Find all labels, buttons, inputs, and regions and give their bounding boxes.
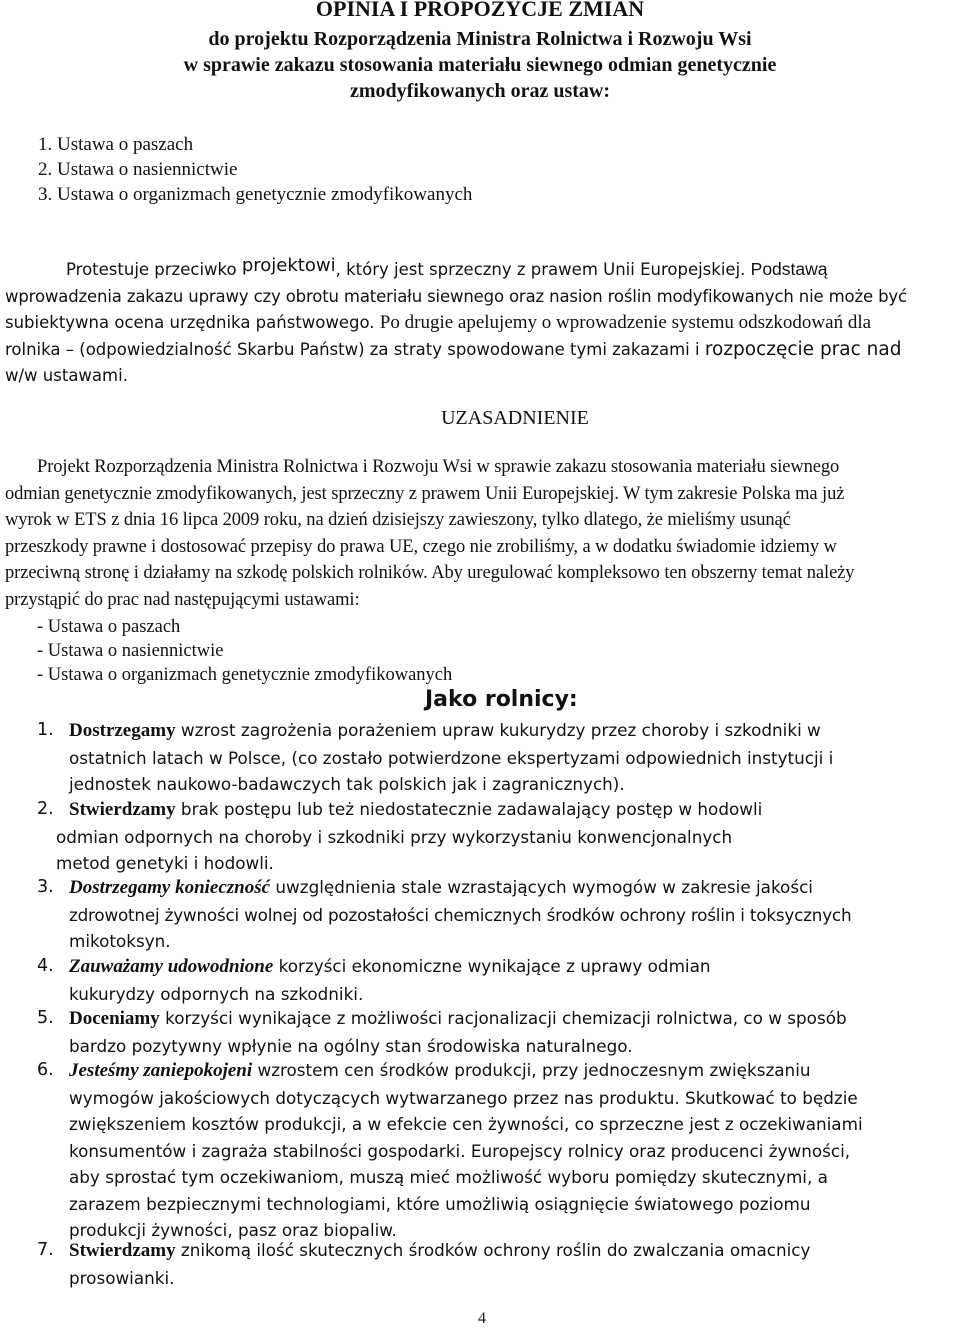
item-text: jednostek naukowo-badawczych tak polskich jak i zagranicznych). — [69, 774, 625, 794]
subtitle-line-1: do projektu Rozporządzenia Ministra Rolnictwa i Rozwoju Wsi — [208, 28, 752, 50]
protest-text: subiektywna ocena urzędnika państwowego. — [5, 313, 380, 332]
item-text: metod genetyki i hodowli. — [56, 853, 274, 873]
item-text: prosowianki. — [69, 1267, 175, 1288]
item-lead: Doceniamy — [69, 1008, 160, 1029]
uzasadnienie-text: wyrok w ETS z dnia 16 lipca 2009 roku, na dzień dzisiejszy zawieszony, tylko dlatego, że mieliśmy usunąć — [5, 510, 791, 530]
uzasadnienie-text: odmian genetycznie zmodyfikowanych, jest sprzeczny z prawem Unii Europejskiej. — [5, 483, 623, 504]
item-number: 4. — [37, 956, 54, 976]
uzasadnienie-text: Aby uregulować kompleksowo ten obszerny temat należy — [431, 563, 855, 583]
subtitle-line-3: zmodyfikowanych oraz ustaw: — [350, 80, 610, 102]
item-number: 3. — [37, 877, 54, 897]
uzasadnienie-text: przeciwną stronę i działamy na szkodę polskich rolników. — [5, 563, 432, 583]
protest-text: wprowadzenia zakazu uprawy czy obrotu materiału siewnego oraz nasion roślin modyfikowanych nie może być — [5, 286, 907, 306]
uzasadnienie-text: W tym zakresie Polska ma już — [622, 483, 845, 504]
item-text: bardzo pozytywny wpłynie na ogólny stan środowiska naturalnego. — [69, 1035, 633, 1056]
uzasadnienie-text: przystąpić do prac nad następującymi ustawami: — [5, 589, 360, 610]
protest-text: Protestuje przeciwko — [66, 260, 242, 279]
act-item: 2. Ustawa o nasiennictwie — [38, 159, 238, 180]
item-number: 2. — [37, 799, 54, 819]
item-text: kukurydzy odpornych na szkodniki. — [69, 983, 364, 1004]
item-lead: Zauważamy udowodnione — [69, 956, 274, 977]
item-number: 1. — [37, 720, 54, 740]
act-item: 1. Ustawa o paszach — [38, 134, 194, 155]
item-text: wzrostem cen środków produkcji, przy jednoczesnym zwiększaniu — [252, 1060, 811, 1080]
dash-list-item: - Ustawa o nasiennictwie — [37, 641, 224, 661]
item-text: korzyści wynikające z możliwości racjonalizacji chemizacji rolnictwa, co w sposób — [159, 1008, 847, 1028]
item-text: zarazem bezpiecznymi technologiami, które umożliwią osiągnięcie światowego poziomu — [69, 1193, 811, 1214]
item-text: aby sprostać tym oczekiwaniom, muszą mieć możliwość wyboru pomiędzy skutecznymi, a — [69, 1167, 828, 1187]
item-number: 7. — [37, 1240, 54, 1260]
item-lead: Stwierdzamy — [69, 1240, 176, 1261]
item-text: produkcji żywności, pasz oraz biopaliw. — [69, 1220, 397, 1240]
dash-list-item: - Ustawa o paszach — [37, 617, 181, 637]
item-text: konsumentów i zagraża stabilności gospodarki. Europejscy rolnicy oraz producenci żywności, — [69, 1140, 851, 1161]
subtitle-line-2: w sprawie zakazu stosowania materiału siewnego odmian genetycznie — [183, 54, 777, 76]
protest-text: rozpoczęcie prac nad — [704, 338, 902, 360]
item-text: uwzględnienia stale wzrastających wymogów w zakresie jakości — [270, 877, 813, 897]
protest-text: , który jest sprzeczny z prawem Unii Europejskiej. — [335, 260, 751, 279]
protest-paragraph — [5, 256, 955, 390]
item-lead: Dostrzegamy konieczność — [69, 877, 271, 898]
item-text: zdrowotnej żywności wolnej od pozostałości chemicznych środków ochrony roślin i toksycznych — [69, 904, 852, 925]
protest-text: projektowi — [241, 255, 336, 276]
uzasadnienie-text: Projekt Rozporządzenia Ministra Rolnictwa i Rozwoju Wsi w sprawie zakazu stosowania materiału siewnego — [37, 457, 840, 477]
uzasadnienie-paragraph — [5, 454, 955, 613]
item-text: ostatnich latach w Polsce, (co zostało potwierdzone ekspertyzami odpowiednich instytucji i — [69, 747, 834, 768]
item-number: 5. — [37, 1008, 54, 1028]
item-lead: Stwierdzamy — [69, 799, 176, 820]
uzasadnienie-text: przeszkody prawne i dostosować przepisy do prawa UE, czego nie zrobiliśmy, a w dodatku świadomie idziemy w — [5, 536, 837, 557]
page-number: 4 — [478, 1310, 486, 1327]
item-number: 6. — [37, 1060, 54, 1080]
item-text: znikomą ilość skutecznych środków ochrony roślin do zwalczania omacnicy — [175, 1240, 811, 1260]
protest-text: Po drugie apelujemy o wprowadzenie systemu odszkodowań dla — [379, 312, 872, 333]
dash-list-item: - Ustawa o organizmach genetycznie zmodyfikowanych — [37, 665, 453, 685]
item-text: odmian odpornych na choroby i szkodniki przy wykorzystaniu konwencjonalnych — [56, 826, 733, 847]
item-text: brak postępu lub też niedostatecznie zadawalający postęp w hodowli — [175, 799, 763, 819]
item-text: korzyści ekonomiczne wynikające z uprawy odmian — [273, 956, 711, 976]
section-heading-uzasadnienie: UZASADNIENIE — [441, 407, 589, 429]
protest-text: Podstawą — [750, 259, 828, 279]
protest-text: w/w ustawami. — [5, 366, 128, 385]
item-text: zwiększeniem kosztów produkcji, a w efekcie cen żywności, co sprzeczne jest z oczekiwaniami — [69, 1114, 863, 1134]
document-title: OPINIA I PROPOZYCJE ZMIAN — [315, 0, 645, 21]
act-item: 3. Ustawa o organizmach genetycznie zmodyfikowanych — [38, 184, 473, 205]
item-lead: Jesteśmy zaniepokojeni — [69, 1060, 253, 1081]
item-lead: Dostrzegamy — [69, 720, 176, 741]
item-text: mikotoksyn. — [69, 931, 171, 951]
protest-text: rolnika – (odpowiedzialność Skarbu Państw) za straty spowodowane tymi zakazami i — [5, 339, 705, 359]
section-heading-jako-rolnicy: Jako rolnicy: — [425, 687, 578, 712]
item-text: wymogów jakościowych dotyczących wytwarzanego przez nas produktu. Skutkować to będzie — [69, 1087, 858, 1108]
item-text: wzrost zagrożenia porażeniem upraw kukurydzy przez choroby i szkodniki w — [175, 720, 821, 740]
